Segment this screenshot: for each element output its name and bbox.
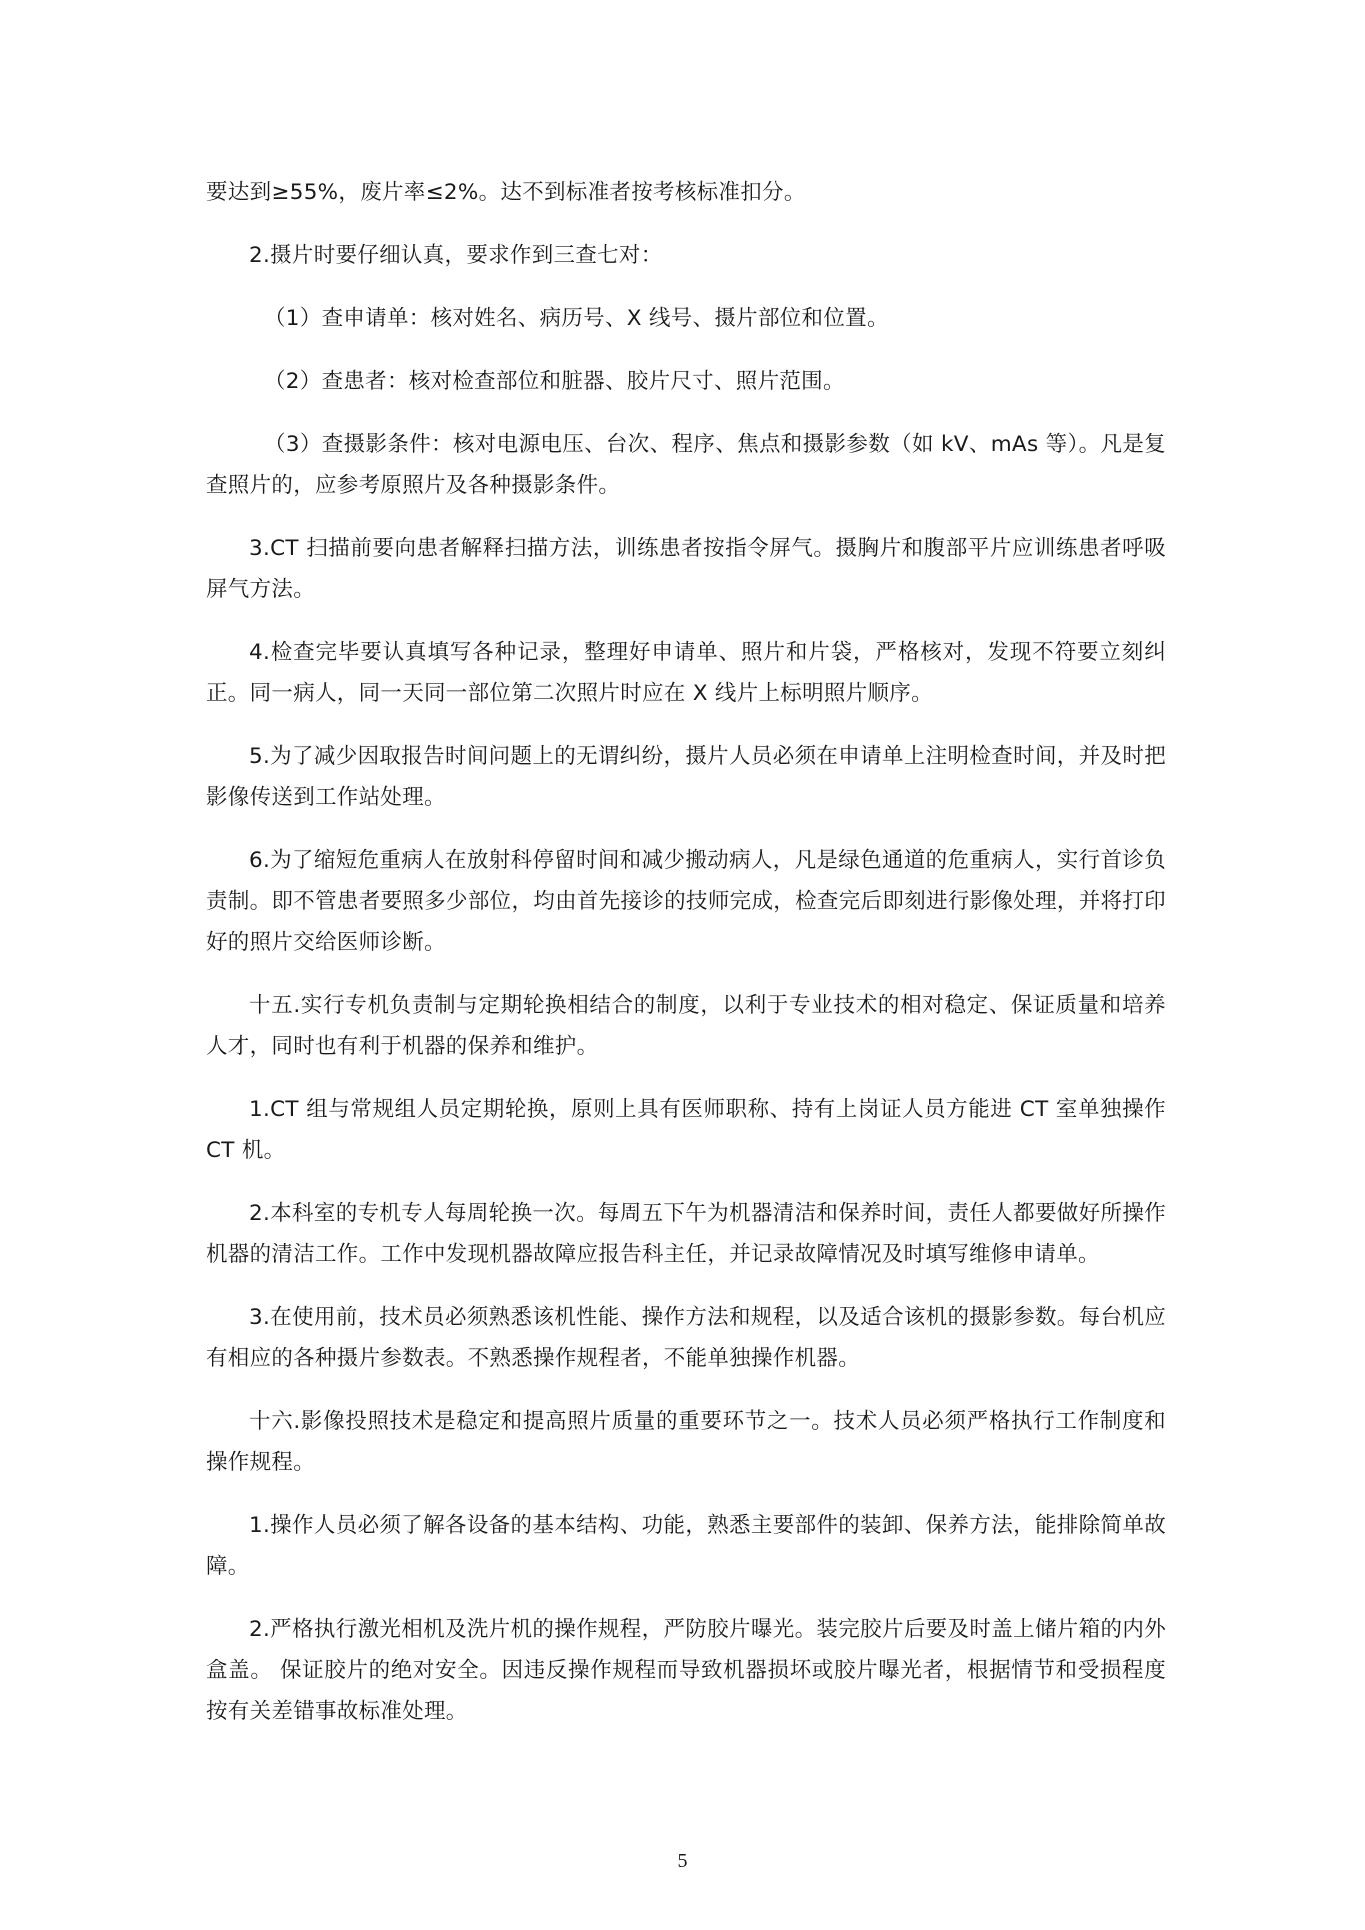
- page-number: 5: [677, 1850, 688, 1872]
- paragraph-item-2: 2.摄片时要仔细认真，要求作到三查七对：: [249, 243, 663, 268]
- paragraph-subitem-1: （1）查申请单：核对姓名、病历号、X 线号、摄片部位和位置。: [264, 306, 889, 331]
- paragraph-item-3: 3.在使用前，技术员必须熟悉该机性能、操作方法和规程，以及适合该机的摄影参数。每台机应有相应的各种摄片参数表。不熟悉操作规程者，不能单独操作机器。: [206, 1305, 1166, 1371]
- section-heading-16: 十六.影像投照技术是稳定和提高照片质量的重要环节之一。技术人员必须严格执行工作制度和操作规程。: [206, 1409, 1166, 1475]
- paragraph-subitem-2: （2）查患者：核对检查部位和脏器、胶片尺寸、照片范围。: [264, 369, 845, 394]
- paragraph-item-2: 2.严格执行激光相机及洗片机的操作规程，严防胶片曝光。装完胶片后要及时盖上储片箱的内外盒盖。 保证胶片的绝对安全。因违反操作规程而导致机器损坏或胶片曝光者，根据情节和受损程度按有关差错事故标准处理。: [206, 1617, 1166, 1724]
- paragraph-subitem-3: （3）查摄影条件：核对电源电压、台次、程序、焦点和摄影参数（如 kV、mAs 等）。凡是复查照片的，应参考原照片及各种摄影条件。: [206, 432, 1166, 498]
- paragraph-item-1: 1.CT 组与常规组人员定期轮换，原则上具有医师职称、持有上岗证人员方能进 CT 室单独操作 CT 机。: [206, 1097, 1166, 1163]
- paragraph-item-2: 2.本科室的专机专人每周轮换一次。每周五下午为机器清洁和保养时间，责任人都要做好所操作机器的清洁工作。工作中发现机器故障应报告科主任，并记录故障情况及时填写维修申请单。: [206, 1201, 1166, 1267]
- paragraph-item-3: 3.CT 扫描前要向患者解释扫描方法，训练患者按指令屏气。摄胸片和腹部平片应训练患者呼吸屏气方法。: [206, 536, 1166, 602]
- paragraph-item-1: 1.操作人员必须了解各设备的基本结构、功能，熟悉主要部件的装卸、保养方法，能排除简单故障。: [206, 1513, 1166, 1579]
- page-body: [206, 172, 1166, 1754]
- section-heading-15: 十五.实行专机负责制与定期轮换相结合的制度，以利于专业技术的相对稳定、保证质量和培养人才，同时也有利于机器的保养和维护。: [206, 993, 1166, 1059]
- paragraph-item-4: 4.检查完毕要认真填写各种记录，整理好申请单、照片和片袋，严格核对，发现不符要立刻纠正。同一病人，同一天同一部位第二次照片时应在 X 线片上标明照片顺序。: [206, 640, 1166, 706]
- paragraph-item-6: 6.为了缩短危重病人在放射科停留时间和减少搬动病人，凡是绿色通道的危重病人，实行首诊负责制。即不管患者要照多少部位，均由首先接诊的技师完成，检查完后即刻进行影像处理，并将打印好的照片交给医师诊断。: [206, 848, 1166, 955]
- paragraph-item-5: 5.为了减少因取报告时间问题上的无谓纠纷，摄片人员必须在申请单上注明检查时间，并及时把影像传送到工作站处理。: [206, 744, 1166, 810]
- paragraph-continuation: 要达到≥55%，废片率≤2%。达不到标准者按考核标准扣分。: [206, 180, 806, 205]
